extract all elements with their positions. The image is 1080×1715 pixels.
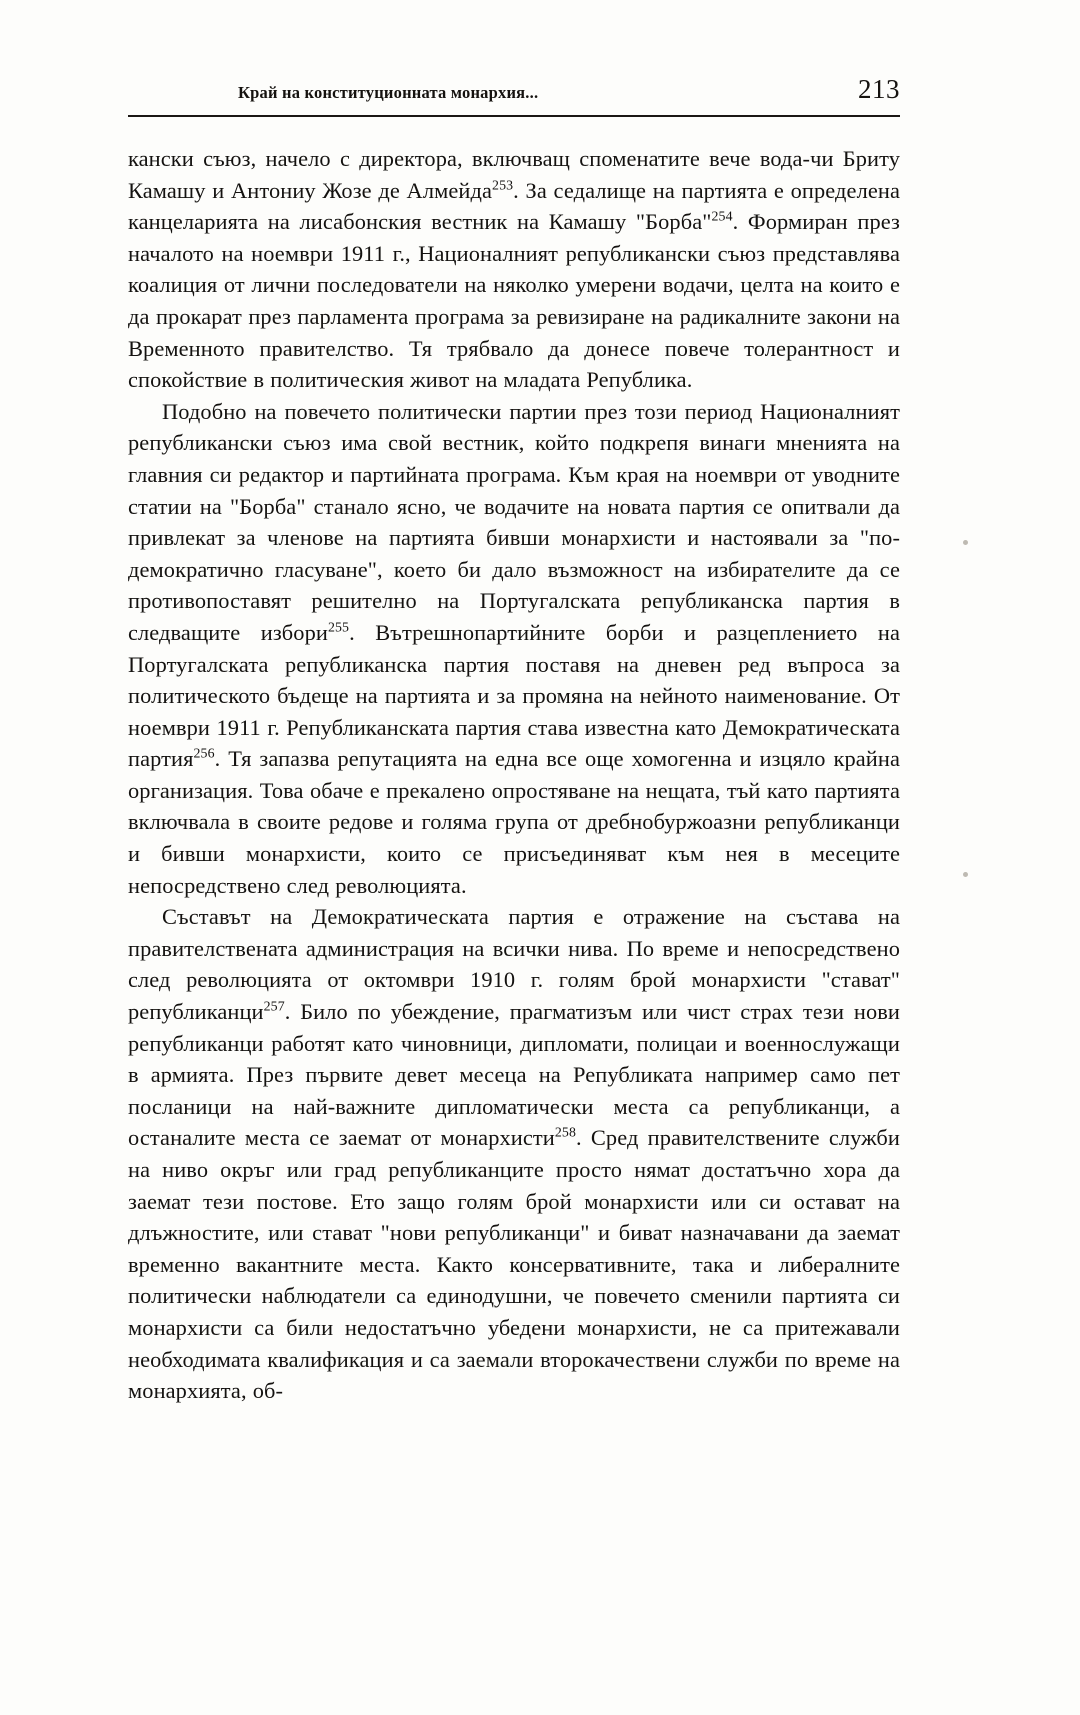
footnote-marker: 256 [193,746,215,762]
paragraph: Подобно на повечето политически партии през този период Националният републикански съюз има свой вестник, който подкрепя винаги мненията на главния си редактор и партийната програма. Към края на ноември от уводните статии на "Борба" станало ясно, че водачите на новата партия се опитвали да привлекат за членове на партията бивши монархисти и настоявали за "по-демократично гласуване", което би дало възможност на избирателите да се противопоставят решително на Португалската републиканска партия в следващите избори$^{255}$. Вътрешнопартийните борби и разцеплението на Португалската републиканска партия поставя на дневен ред въпроса за политическото бъдеще на партията и за промяна на нейното наименование. От ноември 1911 г. Републиканската партия става известна като Демократическата партия$^{256}$. Тя запазва репутацията на една все още хомогенна и изцяло крайна организация. Това обаче е прекалено опростяване на нещата, тъй като партията включвала в своите редове и голяма група от дребнобуржоазни републиканци и бивши монархисти, които се присъединяват към нея в месеците непосредствено след революцията. [128,398,900,898]
footnote-marker: 255 [327,620,350,636]
page-content [128,74,900,1407]
page-number: 213 [858,74,900,104]
footnote-marker: 253 [492,178,514,194]
header-rule [128,115,900,117]
running-header [128,74,900,113]
footnote-marker: 257 [263,999,285,1015]
footnote-marker: 254 [711,209,733,225]
page-speck [963,872,968,877]
running-head-title: Край на конституционната монархия... [238,83,539,102]
paragraph: кански съюз, начело с директора, включващ споменатите вече вода-чи Бриту Камашу и Антониу Жозе де Алмейда$^{253}$. За седалище на партията е определена канцеларията на лисабонския вестник на Камашу "Борба"$^{254}$. Формиран през началото на ноември 1911 г., Националният републикански съюз представлява коалиция от лични последователи на няколко умерени водачи, целта на които е да прокарат през парламента програма за ревизиране на радикалните закони на Временното правителство. Тя трябвало да донесе повече толерантност и спокойствие в политическия живот на младата Република. [128,146,900,393]
body-text [128,143,900,1407]
footnote-marker: 258 [554,1125,576,1141]
paragraph: Съставът на Демократическата партия е отражение на състава на правителствената администрация на всички нива. По време и непосредствено след революцията от октомври 1910 г. голям брой монархисти "стават" републиканци$^{257}$. Било по убеждение, прагматизъм или чист страх тези нови републиканци работят като чиновници, дипломати, полицаи и военнослужащи в армията. През първите девет месеца на Републиката например само пет посланици на най-важните дипломатически места са републиканци, а останалите места се заемат от монархисти$^{258}$. Сред правителствените служби на ниво окръг или град републиканците просто нямат достатъчно хора да заемат тези постове. Ето защо голям брой монархисти или си остават на длъжностите, или стават "нови републиканци" и биват назначавани да заемат временно вакантните места. Както консервативните, така и либералните политически наблюдатели са единодушни, че повечето сменили партията си монархисти са били недостатъчно убедени монархисти, не са притежавали необходимата квалификация и са заемали второкачествени служби по време на монархията, об- [128,904,900,1404]
page-speck [963,540,968,545]
